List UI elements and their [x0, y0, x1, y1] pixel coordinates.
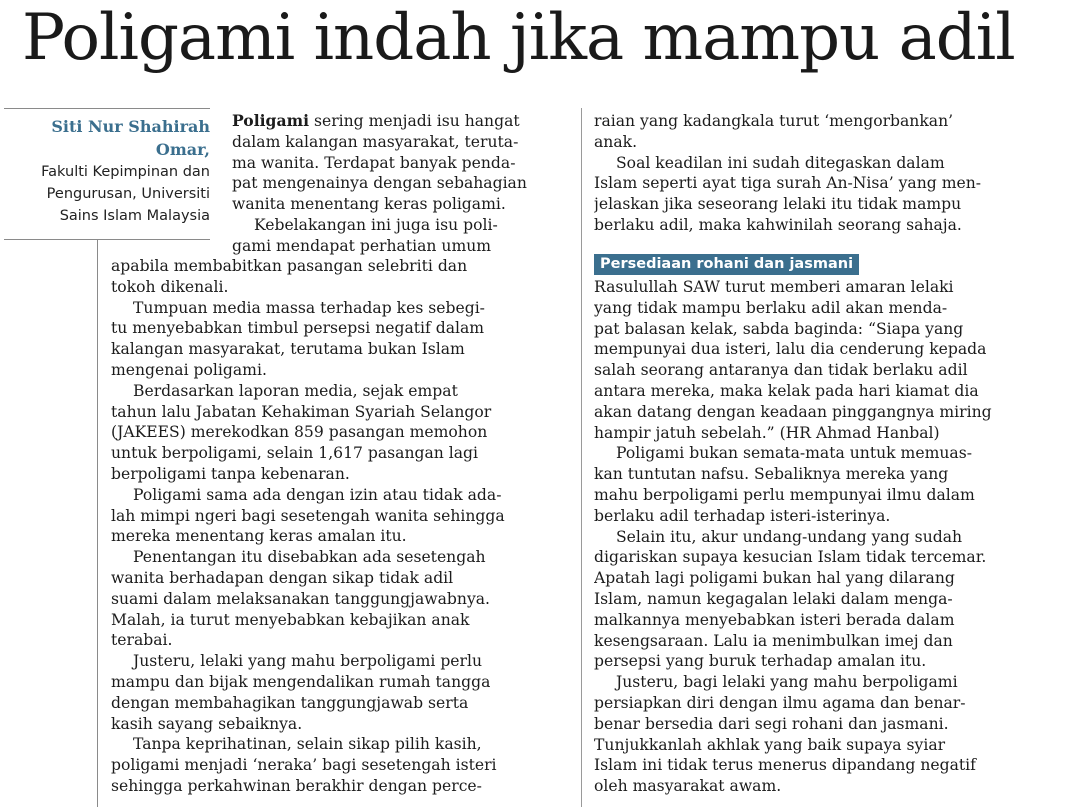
text-line — [594, 568, 1052, 589]
text-line — [111, 381, 572, 402]
text-line — [111, 610, 572, 631]
text-line — [594, 735, 1052, 756]
text-line — [111, 277, 572, 298]
line-text: Malah, ia turut menyebabkan kebajikan anak — [111, 610, 470, 629]
text-line — [111, 526, 572, 547]
line-text: Rasulullah SAW turut memberi amaran lelaki — [594, 278, 954, 296]
line-text: malkannya menyebabkan isteri berada dalam — [594, 610, 955, 629]
text-line — [594, 631, 1052, 652]
text-line — [232, 194, 572, 215]
line-text: gami mendapat perhatian umum — [232, 236, 492, 255]
text-line — [594, 423, 1052, 444]
text-line — [111, 506, 572, 527]
line-text: Apatah lagi poligami bukan hal yang dilarang — [594, 569, 955, 588]
line-text: ma wanita. Terdapat banyak penda- — [232, 153, 516, 172]
text-line — [594, 111, 1052, 132]
text-line — [594, 132, 1052, 153]
line-text: digariskan supaya kesucian Islam tidak tercemar. — [594, 548, 987, 567]
affiliation-line: Pengurusan, Universiti — [46, 186, 210, 202]
line-text: Islam ini tidak terus menerus dipandang negatif — [594, 756, 976, 775]
subheading: Persediaan rohani dan jasmani — [594, 254, 859, 275]
line-text: Soal keadilan ini sudah ditegaskan dalam — [616, 153, 945, 172]
line-text: oleh masyarakat awam. — [594, 777, 782, 796]
line-text: sehingga perkahwinan berakhir dengan perce- — [111, 776, 482, 795]
text-line — [111, 714, 572, 735]
text-line — [594, 547, 1052, 568]
line-text: tahun lalu Jabatan Kehakiman Syariah Selangor — [111, 402, 492, 421]
line-text: wanita berhadapan dengan sikap tidak adil — [111, 568, 454, 587]
line-text: dalam kalangan masyarakat, teruta- — [232, 132, 519, 151]
text-line — [594, 153, 1052, 174]
author-name: Siti Nur Shahirah — [51, 117, 210, 136]
text-line — [594, 610, 1052, 631]
text-line — [594, 298, 1052, 319]
line-text: dengan membahagikan tanggungjawab serta — [111, 693, 469, 712]
line-text: benar bersedia dari segi rohani dan jasmani. — [594, 714, 949, 733]
text-line — [594, 589, 1052, 610]
author-affiliation — [4, 161, 210, 227]
text-line — [594, 443, 1052, 464]
line-text: Tumpuan media massa terhadap kes sebegi- — [133, 298, 485, 317]
line-text: berpoligami tanpa kebenaran. — [111, 464, 350, 483]
line-text: pat mengenainya dengan sebahagian — [232, 174, 527, 193]
line-text: sering menjadi isu hangat — [309, 112, 520, 130]
line-text: Selain itu, akur undang-undang yang sudah — [616, 527, 963, 546]
text-line — [594, 506, 1052, 527]
text-line — [594, 194, 1052, 215]
affiliation-line: Fakulti Kepimpinan dan — [41, 164, 210, 180]
text-line — [232, 153, 572, 174]
text-line — [111, 589, 572, 610]
article-column-1-bottom — [111, 256, 572, 797]
line-text: raian yang kadangkala turut ‘mengorbankan’ — [594, 112, 954, 130]
line-text: Penentangan itu disebabkan ada sesetengah — [133, 548, 486, 567]
line-text: hampir jatuh sebelah.” (HR Ahmad Hanbal) — [594, 423, 940, 442]
column-divider — [581, 108, 582, 807]
text-line — [111, 422, 572, 443]
line-text: salah seorang antaranya dan tidak berlaku adil — [594, 361, 968, 380]
text-line — [594, 714, 1052, 735]
text-line — [111, 402, 572, 423]
line-text: poligami menjadi ‘neraka’ bagi sesetengah isteri — [111, 756, 497, 775]
lead-word: Poligami — [232, 111, 309, 130]
byline — [4, 108, 210, 240]
text-line — [232, 132, 572, 153]
text-line — [594, 173, 1052, 194]
line-text: suami dalam melaksanakan tanggungjawabnya. — [111, 589, 491, 608]
text-line — [594, 755, 1052, 776]
line-text: tu menyebabkan timbul persepsi negatif dalam — [111, 319, 485, 338]
text-line — [594, 339, 1052, 360]
line-text: apabila membabitkan pasangan selebriti dan — [111, 257, 468, 275]
article-column-2-top — [594, 111, 1052, 236]
text-line — [111, 485, 572, 506]
line-text: terabai. — [111, 631, 173, 650]
line-text: jelaskan jika seseorang lelaki itu tidak mampu — [594, 195, 962, 214]
line-text: Berdasarkan laporan media, sejak empat — [133, 381, 458, 400]
text-line — [111, 672, 572, 693]
line-text: mereka menentang keras amalan itu. — [111, 527, 407, 546]
line-text: Islam, namun kegagalan lelaki dalam menga- — [594, 589, 953, 608]
text-line — [232, 111, 572, 132]
text-line — [594, 527, 1052, 548]
text-line — [232, 236, 572, 257]
text-line — [111, 360, 572, 381]
line-text: mahu berpoligami perlu mempunyai ilmu dalam — [594, 485, 975, 504]
line-text: berlaku adil terhadap isteri-isterinya. — [594, 506, 891, 525]
line-text: untuk berpoligami, selain 1,617 pasangan lagi — [111, 444, 479, 463]
text-line — [232, 215, 572, 236]
line-text: pat balasan kelak, sabda baginda: “Siapa yang — [594, 319, 964, 338]
text-line — [111, 318, 572, 339]
line-text: yang tidak mampu berlaku adil akan menda- — [594, 298, 948, 317]
article-column-2-bottom — [594, 277, 1052, 797]
line-text: Tunjukkanlah akhlak yang baik supaya syiar — [594, 735, 946, 754]
text-line — [594, 402, 1052, 423]
line-text: kan tuntutan nafsu. Sebaliknya mereka yang — [594, 465, 949, 484]
line-text: Justeru, bagi lelaki yang mahu berpoligami — [616, 673, 958, 692]
text-line — [111, 298, 572, 319]
line-text: tokoh dikenali. — [111, 277, 229, 296]
text-line — [594, 464, 1052, 485]
text-line — [111, 568, 572, 589]
line-text: Kebelakangan ini juga isu poli- — [254, 215, 498, 234]
byline-rule — [97, 240, 98, 807]
affiliation-line: Sains Islam Malaysia — [59, 208, 210, 224]
text-line — [594, 776, 1052, 797]
line-text: kesengsaraan. Lalu ia menimbulkan imej dan — [594, 631, 953, 650]
text-line — [111, 693, 572, 714]
text-line — [111, 776, 572, 797]
line-text: akan datang dengan keadaan pinggangnya miring — [594, 402, 992, 421]
text-line — [594, 651, 1052, 672]
line-text: lah mimpi ngeri bagi sesetengah wanita sehingga — [111, 506, 505, 525]
text-line — [232, 173, 572, 194]
line-text: mampu dan bijak mengendalikan rumah tangga — [111, 672, 491, 691]
text-line — [111, 256, 572, 277]
text-line — [111, 547, 572, 568]
line-text: wanita menentang keras poligami. — [232, 195, 506, 214]
text-line — [594, 693, 1052, 714]
line-text: kasih sayang sebaiknya. — [111, 714, 303, 733]
line-text: Poligami bukan semata-mata untuk memuas- — [616, 444, 972, 463]
text-line — [594, 672, 1052, 693]
text-line — [594, 360, 1052, 381]
text-line — [111, 443, 572, 464]
text-line — [594, 277, 1052, 298]
text-line — [111, 464, 572, 485]
line-text: antara mereka, maka kelak pada hari kiamat dia — [594, 381, 979, 400]
headline: Poligami indah jika mampu adil — [22, 1, 1015, 75]
text-line — [111, 630, 572, 651]
line-text: Justeru, lelaki yang mahu berpoligami perlu — [133, 652, 483, 671]
text-line — [594, 485, 1052, 506]
text-line — [111, 651, 572, 672]
line-text: persiapkan diri dengan ilmu agama dan benar- — [594, 693, 966, 712]
line-text: Tanpa keprihatinan, selain sikap pilih kasih, — [133, 735, 482, 754]
text-line — [594, 381, 1052, 402]
line-text: berlaku adil, maka kahwinilah seorang sahaja. — [594, 215, 962, 234]
author-name-cont: Omar, — [155, 140, 210, 159]
line-text: persepsi yang buruk terhadap amalan itu. — [594, 652, 927, 671]
line-text: mempunyai dua isteri, lalu dia cenderung kepada — [594, 340, 987, 359]
line-text: kalangan masyarakat, terutama bukan Islam — [111, 340, 465, 359]
line-text: (JAKEES) merekodkan 859 pasangan memohon — [111, 423, 488, 442]
article-column-1-top — [232, 111, 572, 257]
line-text: anak. — [594, 132, 638, 151]
text-line — [111, 755, 572, 776]
text-line — [594, 215, 1052, 236]
line-text: Poligami sama ada dengan izin atau tidak ada- — [133, 485, 502, 504]
text-line — [111, 734, 572, 755]
line-text: Islam seperti ayat tiga surah An-Nisa’ yang men- — [594, 174, 982, 193]
text-line — [111, 339, 572, 360]
line-text: mengenai poligami. — [111, 360, 267, 379]
text-line — [594, 319, 1052, 340]
